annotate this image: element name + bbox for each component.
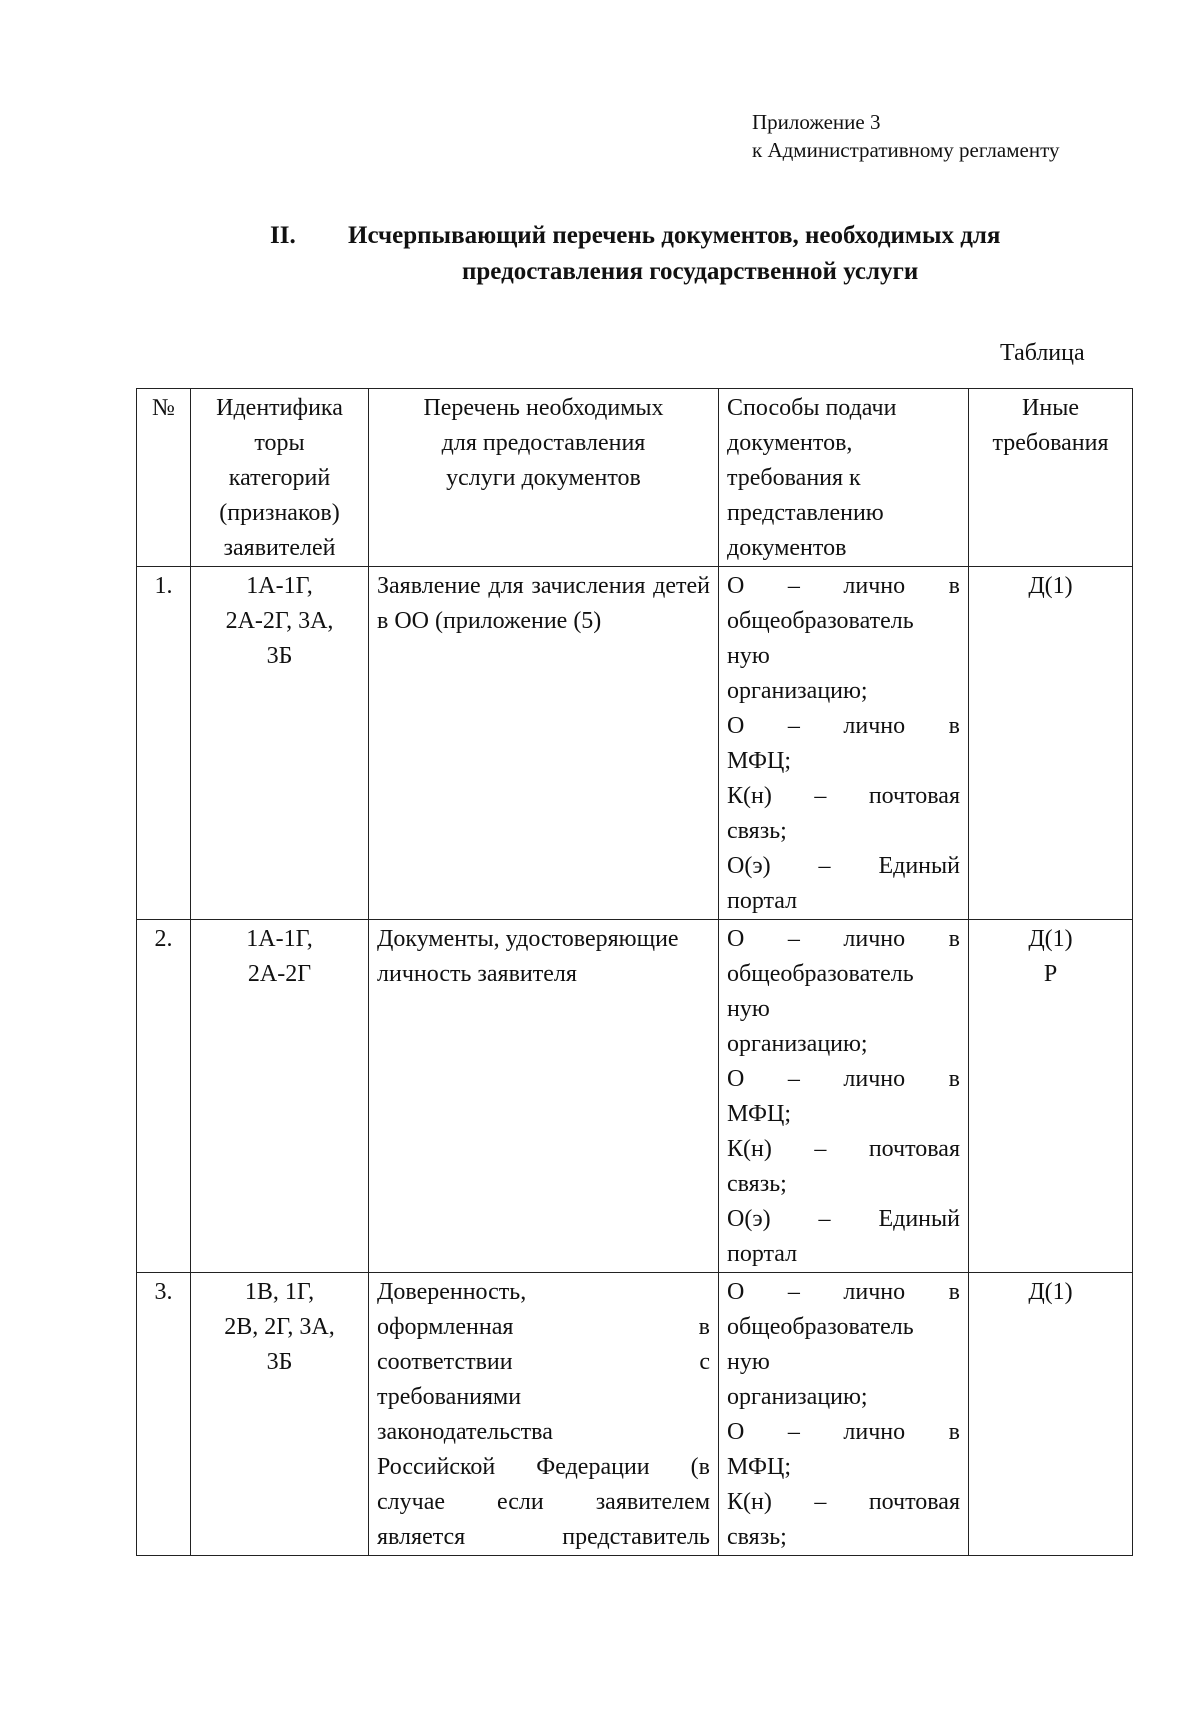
row-document: Документы, удостоверяющие личность заявителя xyxy=(369,920,719,1273)
header-submission-methods: Способы подачи документов, требования к представлению документов xyxy=(719,389,969,567)
section-title-line-1: Исчерпывающий перечень документов, необходимых для xyxy=(348,222,1001,249)
row-submission-methods: О – лично в общеобразователь ную организацию; О – лично в МФЦ; К(н) – почтовая связь; О(э) – Единый портал xyxy=(719,567,969,920)
section-number: II. xyxy=(270,222,296,249)
row-document: Заявление для зачисления детей в ОО (приложение (5) xyxy=(369,567,719,920)
row-submission-methods: О – лично в общеобразователь ную организацию; О – лично в МФЦ; К(н) – почтовая связь; xyxy=(719,1273,969,1556)
appendix-note xyxy=(752,108,1059,164)
row-other-requirements: Д(1) xyxy=(969,1273,1133,1556)
row-number: 2. xyxy=(137,920,191,1273)
header-other-requirements: Иные требования xyxy=(969,389,1133,567)
header-documents: Перечень необходимых для предоставления услуги документов xyxy=(369,389,719,567)
table-header-row xyxy=(137,389,1133,567)
row-other-requirements: Д(1) Р xyxy=(969,920,1133,1273)
documents-table xyxy=(136,388,1133,1556)
row-identifiers: 1А-1Г, 2А-2Г, 3А, 3Б xyxy=(191,567,369,920)
appendix-line-2: к Административному регламенту xyxy=(752,138,1060,162)
header-number: № xyxy=(137,389,191,567)
row-number: 3. xyxy=(137,1273,191,1556)
appendix-line-1: Приложение 3 xyxy=(752,110,881,134)
row-identifiers: 1В, 1Г, 2В, 2Г, 3А, 3Б xyxy=(191,1273,369,1556)
header-identifiers: Идентифика торы категорий (признаков) заявителей xyxy=(191,389,369,567)
row-number: 1. xyxy=(137,567,191,920)
section-title-line-2: предоставления государственной услуги xyxy=(462,258,919,285)
table-row xyxy=(137,567,1133,920)
table-row xyxy=(137,920,1133,1273)
row-other-requirements: Д(1) xyxy=(969,567,1133,920)
table-caption: Таблица xyxy=(1000,340,1085,366)
table-row xyxy=(137,1273,1133,1556)
row-submission-methods: О – лично в общеобразователь ную организацию; О – лично в МФЦ; К(н) – почтовая связь; О(э) – Единый портал xyxy=(719,920,969,1273)
row-identifiers: 1А-1Г, 2А-2Г xyxy=(191,920,369,1273)
row-document: Доверенность, оформленная в соответствии с требованиями законодательства Российской Федерации (в случае если заявителем является представитель xyxy=(369,1273,719,1556)
